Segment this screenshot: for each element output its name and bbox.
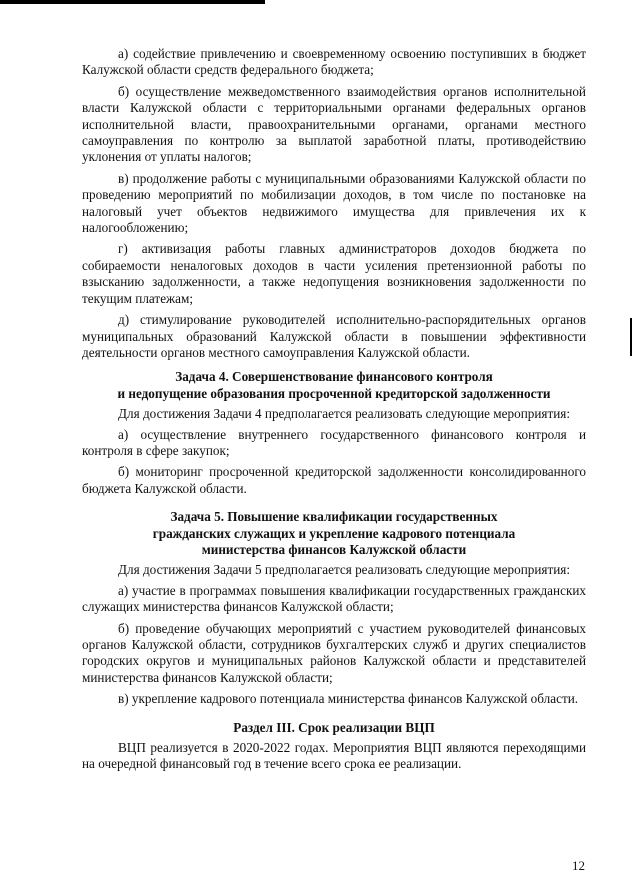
task5-item-c: в) укрепление кадрового потенциала министерства финансов Калужской области. bbox=[118, 691, 579, 707]
task4-intro: Для достижения Задачи 4 предполагается реализовать следующие мероприятия: bbox=[118, 406, 571, 422]
task5-item-b: б) проведение обучающих мероприятий с участием руководителей финансовых органов Калужской области, сотрудников бухгалтерских служб и других специалистов городских округов и муниципальных районов Калужской области и представителей министерства финансов Калужской области; bbox=[82, 620, 586, 685]
task4-heading-line: Задача 4. Совершенствование финансового контроля bbox=[175, 369, 493, 385]
scan-border-top bbox=[0, 0, 265, 4]
task5-heading-line: министерства финансов Калужской области bbox=[201, 541, 467, 557]
document-page bbox=[82, 46, 586, 778]
task5-item-a: а) участие в программах повышения квалификации государственных гражданских служащих министерства финансов Калужской области; bbox=[82, 582, 586, 615]
task4-item-b: б) мониторинг просроченной кредиторской задолженности консолидированного бюджета Калужской области. bbox=[82, 464, 586, 496]
list-item-d: г) активизация работы главных администраторов доходов бюджета по собираемости неналоговых доходов в части усиления претензионной работы по взысканию задолженности, а также недопущения возникновения задолженности по текущим платежам; bbox=[82, 241, 586, 306]
task4-item-a: а) осуществление внутреннего государственного финансового контроля и контроля в сфере закупок; bbox=[82, 426, 586, 458]
task4-heading-line: и недопущение образования просроченной кредиторской задолженности bbox=[117, 385, 551, 401]
list-item-a: а) содействие привлечению и своевременному освоению поступивших в бюджет Калужской области средств федерального бюджета; bbox=[82, 46, 586, 78]
section3-heading: Раздел III. Срок реализации ВЦП bbox=[233, 719, 435, 735]
task5-heading-line: гражданских служащих и укрепление кадрового потенциала bbox=[152, 525, 516, 541]
task5-heading-line: Задача 5. Повышение квалификации государственных bbox=[170, 509, 498, 525]
list-item-c: в) продолжение работы с муниципальными образованиями Калужской области по проведению мероприятий по мобилизации доходов, в том числе по постановке на налоговый учет объектов недвижимого имущества для привлечения их к налогообложению; bbox=[82, 170, 586, 236]
list-item-b: б) осуществление межведомственного взаимодействия органов исполнительной власти Калужской области с территориальными органами федеральных органов исполнительной власти, правоохранительными органами, органами местного самоуправления по контролю за выплатой заработной платы, противодействию уклонения от уплаты налогов; bbox=[82, 83, 586, 165]
task5-heading bbox=[82, 509, 586, 558]
section3-paragraph: ВЦП реализуется в 2020-2022 годах. Мероприятия ВЦП являются переходящими на очередной финансовый год в течение всего срока ее реализации. bbox=[82, 740, 586, 772]
scan-margin-mark bbox=[630, 318, 632, 356]
task5-intro: Для достижения Задачи 5 предполагается реализовать следующие мероприятия: bbox=[118, 562, 571, 578]
task4-heading bbox=[82, 369, 586, 402]
page-number: 12 bbox=[572, 858, 585, 873]
list-item-e: д) стимулирование руководителей исполнительно-распорядительных органов муниципальных образований Калужской области в повышении эффективности деятельности органов местного самоуправления Калужской области. bbox=[82, 312, 586, 360]
